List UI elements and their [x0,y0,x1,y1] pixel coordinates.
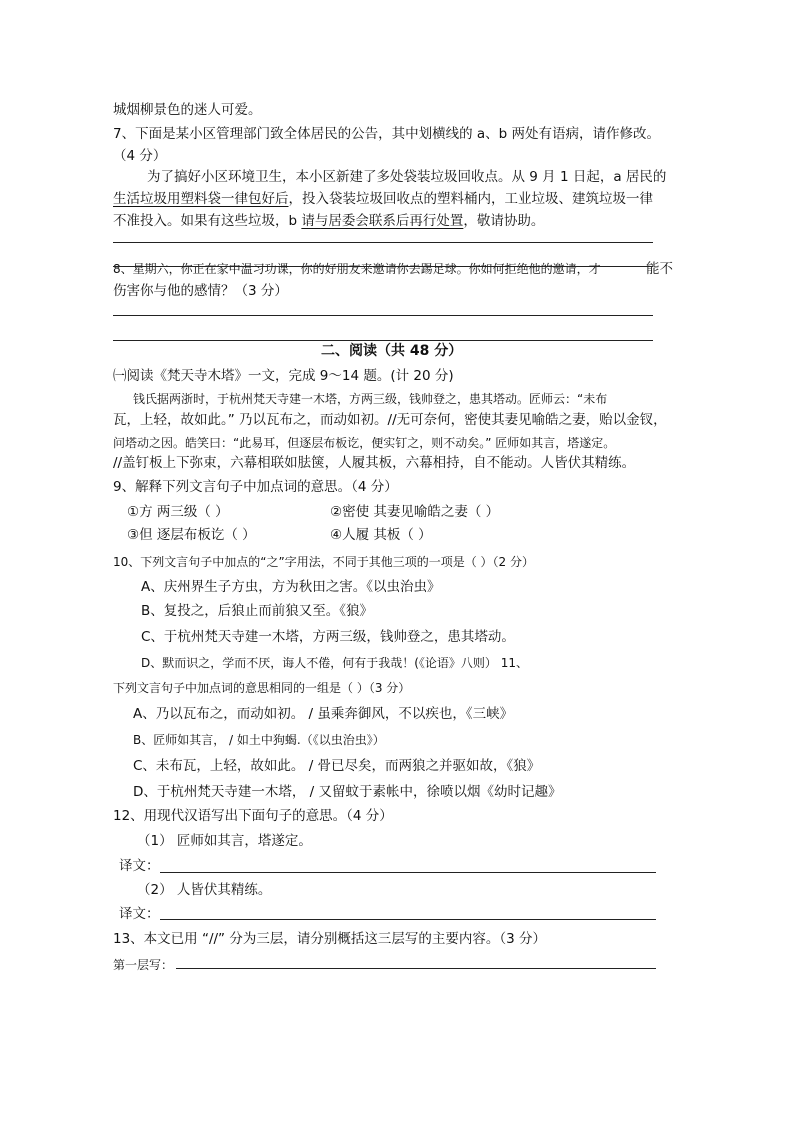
passage-line: 问塔动之因。皓笑曰：“此易耳，但逐层布板讫，便实钉之，则不动矣。” 匠师如其言，塔遂定。 [113,436,616,450]
q10-option-a: A、庆州界生子方虫，方为秋田之害。《以虫治虫》 [141,579,441,595]
passage-line: //盖钉板上下弥束，六幕相联如胠箧，人履其板，六幕相持，自不能动。人皆伏其精练。 [113,455,636,471]
q11-option-b: B、匠师如其言， / 如土中狗蝎.（《以虫治虫》） [133,733,385,747]
question-8-cont: 伤害你与他的感情？（3 分） [113,283,288,299]
question-12: 12、用现代汉语写出下面句子的意思。（4 分） [113,808,393,824]
passage-line: 瓦，上轻，故如此。” 乃以瓦布之，而动如初。//无可奈何，密使其妻见喻皓之妻，贻以金钗， [113,412,667,428]
translation-label: 译文： [119,906,160,922]
q10-option-b: B、复投之，后狼止而前狼又至。《狼》 [141,603,374,619]
strike-line [113,266,653,267]
notice-text: 不准投入。如果有这些垃圾，b 请与居委会联系后再行处置，敬请协助。 [113,213,545,229]
question-7: 7、下面是某小区管理部门致全体居民的公告，其中划横线的 a、b 两处有语病，请作修改。 [113,126,661,142]
notice-text: 为了搞好小区环境卫生，本小区新建了多处袋装垃圾回收点。从 9 月 1 日起，a 居民的 [147,169,667,185]
underlined-phrase-b: 请与居委会联系后再行处置 [301,213,464,229]
layer-label: 第一层写： [113,958,174,972]
q11-option-c: C、未布瓦，上轻，故如此。 / 骨已尽矣，而两狼之并驱如故，《狼》 [133,758,541,774]
reading-instruction: ㈠阅读《梵天寺木塔》一文，完成 9～14 题。(计 20 分) [113,368,454,384]
text-line: 城烟柳景色的迷人可爱。 [113,102,262,118]
question-11: 下列文言句子中加点词的意思相同的一组是（ ）（3 分） [113,681,411,695]
answer-line[interactable] [160,872,656,873]
q9-item-2: ②密使 其妻见喻皓之妻（ ） [330,504,500,520]
answer-line[interactable] [176,968,656,969]
q9-item-4: ④人履 其板（ ） [330,527,432,543]
question-8-end: 能不 [646,261,673,277]
section-heading: 二、阅读（共 48 分） [321,343,463,359]
q10-option-c: C、于杭州梵天寺建一木塔，方两三级，钱帅登之，患其塔动。 [141,629,515,645]
question-9: 9、解释下列文言句子中加点词的意思。（4 分） [113,479,398,495]
question-8: 8、星期六，你正在家中温习功课，你的好朋友来邀请你去踢足球。你如何拒绝他的邀请，才 [113,262,601,276]
q10-option-d: D、默而识之，学而不厌，诲人不倦，何有于我哉！(《论语》八则） 11、 [141,656,529,670]
q11-option-d: D、于杭州梵天寺建一木塔， / 又留蚊于素帐中，徐喷以烟《幼时记趣》 [133,784,562,800]
underlined-phrase-a: 生活垃圾用塑料袋一律包好后 [113,191,289,207]
q12-item-1: （1） 匠师如其言，塔遂定。 [137,833,312,849]
answer-line[interactable] [113,242,653,243]
q11-option-a: A、乃以瓦布之，而动如初。 / 虽乘奔御风，不以疾也，《三峡》 [133,706,514,722]
notice-text: 生活垃圾用塑料袋一律包好后，投入袋装垃圾回收点的塑料桶内，工业垃圾、建筑垃圾一律 [113,191,653,207]
q9-item-1: ①方 两三级（ ） [127,504,229,520]
marker-a: a 居民的 [613,169,667,185]
answer-line[interactable] [113,315,653,316]
answer-line[interactable] [160,919,656,920]
passage-line: 钱氏据两浙时，于杭州梵天寺建一木塔，方两三级，钱帅登之，患其塔动。匠师云：“未布 [133,392,608,406]
question-13: 13、本文已用 “//” 分为三层，请分别概括这三层写的主要内容。（3 分） [113,931,546,947]
q9-item-3: ③但 逐层布板讫（ ） [127,527,256,543]
question-7-score: （4 分） [113,148,167,164]
q12-item-2: （2） 人皆伏其精练。 [137,882,272,898]
translation-label: 译文： [119,858,160,874]
question-10: 10、下列文言句子中加点的“之”字用法，不同于其他三项的一项是（ ）（2 分） [113,555,534,569]
